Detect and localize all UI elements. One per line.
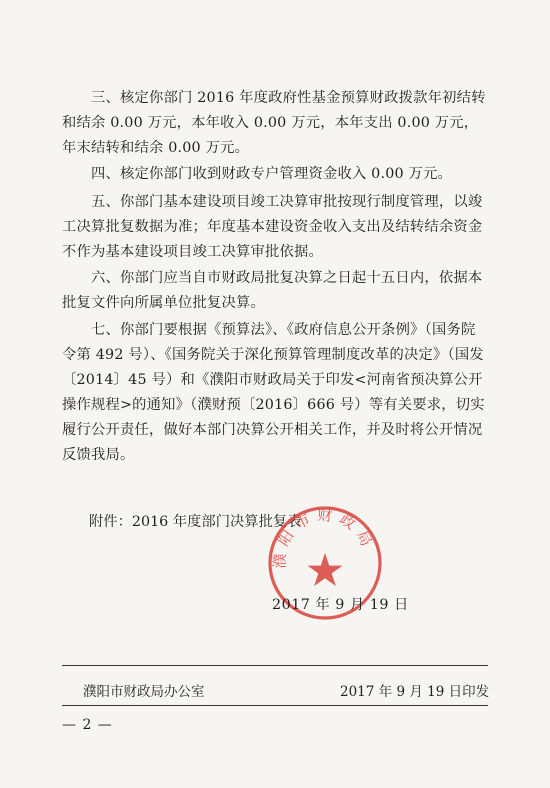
footer-top-rule <box>62 665 488 666</box>
paragraph-7 <box>62 318 488 468</box>
paragraph-7-text: 七、你部门要根据《预算法》、《政府信息公开条例》（国务院令第 492 号）、《国务院关于深化预算管理制度改革的决定》（国发〔2014〕45 号）和《濮阳市财政局关于印发<河南省预决算公开操作规程>的通知》（濮财预〔2016〕666 号）等有关要求，切实履行公开责任，做好本部门决算公开相关工作，并及时将公开情况反馈我局。 <box>62 322 485 463</box>
paragraph-4 <box>62 162 488 187</box>
page-number: — 2 — <box>62 717 113 733</box>
paragraph-3 <box>62 86 488 161</box>
footer-bottom-rule <box>62 705 488 706</box>
footer-issue-date: 2017 年 9 月 19 日印发 <box>340 684 490 700</box>
paragraph-5-text: 五、你部门基本建设项目竣工决算审批按现行制度管理，以竣工决算批复数据为准；年度基本建设资金收入支出及结转结余资金不作为基本建设项目竣工决算审批依据。 <box>62 194 483 260</box>
paragraph-3-text: 三、核定你部门 2016 年度政府性基金预算财政拨款年初结转和结余 0.00 万元，本年收入 0.00 万元，本年支出 0.00 万元，年末结转和结余 0.00 万元。 <box>62 90 486 156</box>
paragraph-6-text: 六、你部门应当自市财政局批复决算之日起十五日内，依据本批复文件向所属单位批复决算。 <box>62 270 483 311</box>
signature-date: 2017 年 9 月 19 日 <box>272 597 409 613</box>
paragraph-5 <box>62 190 488 265</box>
paragraph-6 <box>62 266 488 316</box>
paragraph-4-text: 四、核定你部门收到财政专户管理资金收入 0.00 万元。 <box>91 166 453 182</box>
attachment-line: 附件：2016 年度部门决算批复表 <box>89 514 302 530</box>
seal-text: 濮阳市财政局 <box>270 505 379 569</box>
footer-issuer: 濮阳市财政局办公室 <box>83 684 205 700</box>
